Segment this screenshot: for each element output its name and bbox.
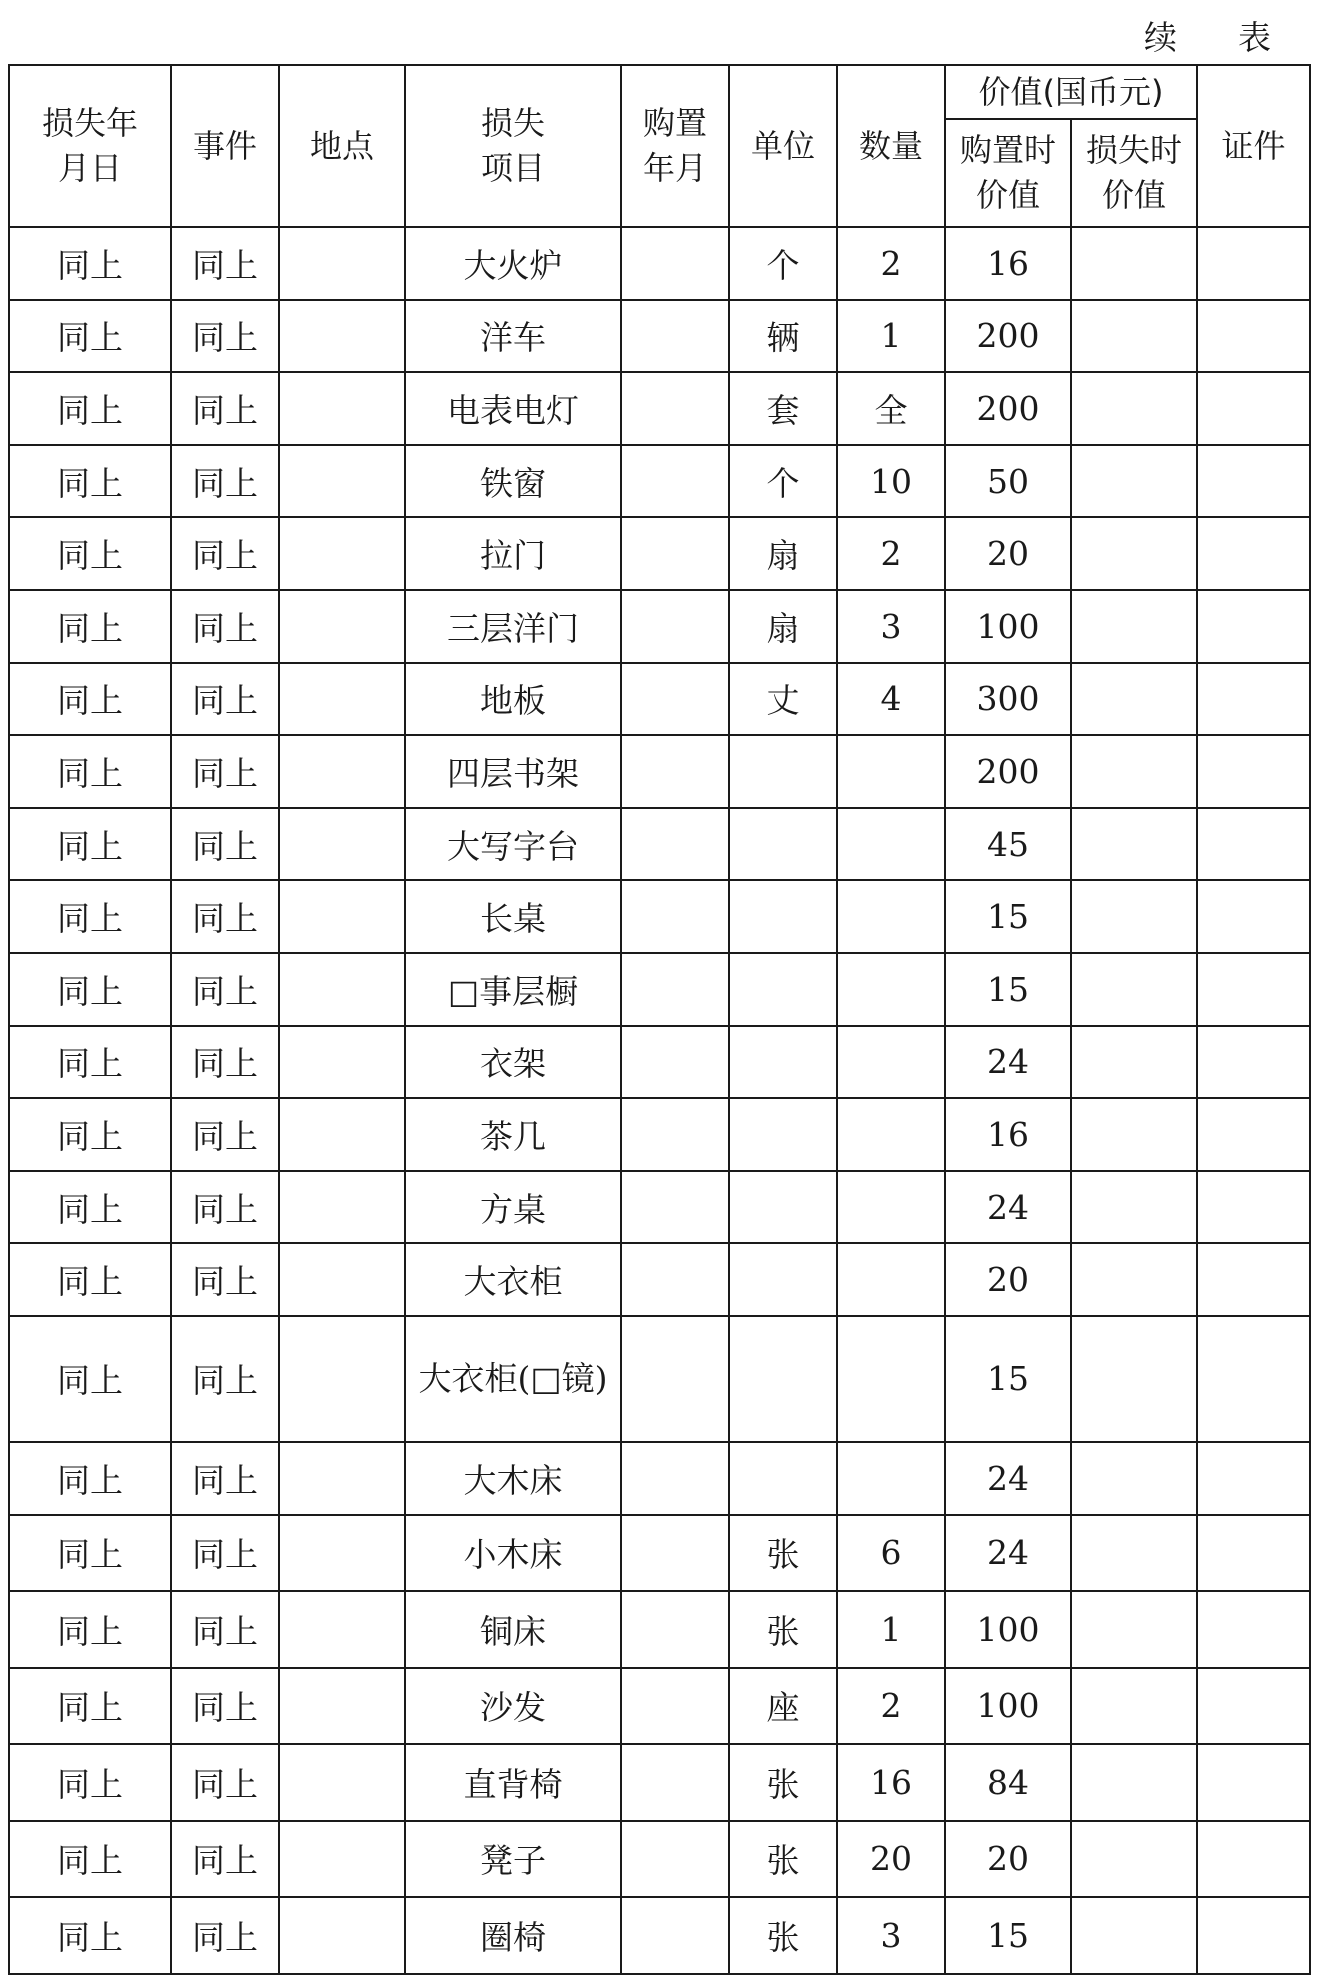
- cell-loss-value: [1071, 1515, 1197, 1592]
- table-row: [9, 227, 1310, 300]
- cell-purchase-date: [621, 1243, 729, 1316]
- cell-purchase-value: 24: [945, 1442, 1071, 1515]
- cell-purchase-date: [621, 227, 729, 300]
- cell-certificate: [1197, 590, 1310, 663]
- cell-unit: [729, 1026, 837, 1099]
- cell-loss-value: [1071, 1821, 1197, 1898]
- cell-event: 同上: [171, 1316, 279, 1442]
- cell-location: [279, 1897, 405, 1974]
- cell-loss-value: [1071, 1098, 1197, 1171]
- table-row: [9, 517, 1310, 590]
- cell-certificate: [1197, 1171, 1310, 1244]
- cell-purchase-date: [621, 517, 729, 590]
- cell-quantity: 10: [837, 445, 945, 518]
- cell-loss-item: 大衣柜: [405, 1243, 621, 1316]
- cell-loss-date: 同上: [9, 808, 171, 881]
- cell-location: [279, 590, 405, 663]
- header-certificate: 证件: [1197, 65, 1310, 227]
- cell-loss-item: 凳子: [405, 1821, 621, 1898]
- cell-location: [279, 1098, 405, 1171]
- cell-location: [279, 953, 405, 1026]
- cell-unit: [729, 808, 837, 881]
- cell-purchase-value: 20: [945, 1821, 1071, 1898]
- cell-quantity: 3: [837, 590, 945, 663]
- cell-purchase-date: [621, 808, 729, 881]
- cell-unit: 扇: [729, 590, 837, 663]
- cell-event: 同上: [171, 953, 279, 1026]
- cell-purchase-value: 50: [945, 445, 1071, 518]
- cell-quantity: 3: [837, 1897, 945, 1974]
- cell-loss-date: 同上: [9, 1442, 171, 1515]
- cell-event: 同上: [171, 735, 279, 808]
- cell-certificate: [1197, 300, 1310, 373]
- cell-purchase-value: 15: [945, 880, 1071, 953]
- cell-location: [279, 808, 405, 881]
- cell-loss-item: 地板: [405, 663, 621, 736]
- cell-certificate: [1197, 1098, 1310, 1171]
- cell-purchase-date: [621, 1668, 729, 1745]
- table-row: [9, 1098, 1310, 1171]
- cell-location: [279, 735, 405, 808]
- cell-event: 同上: [171, 1897, 279, 1974]
- cell-unit: 座: [729, 1668, 837, 1745]
- cell-unit: [729, 880, 837, 953]
- table-row: [9, 1591, 1310, 1668]
- cell-location: [279, 1515, 405, 1592]
- cell-loss-item: 大火炉: [405, 227, 621, 300]
- cell-event: 同上: [171, 445, 279, 518]
- cell-purchase-value: 15: [945, 1316, 1071, 1442]
- cell-unit: 张: [729, 1897, 837, 1974]
- cell-event: 同上: [171, 300, 279, 373]
- header-loss-value: 损失时价值: [1071, 119, 1197, 227]
- cell-unit: 个: [729, 445, 837, 518]
- cell-loss-date: 同上: [9, 227, 171, 300]
- cell-loss-date: 同上: [9, 735, 171, 808]
- cell-loss-item: □事层橱: [405, 953, 621, 1026]
- cell-event: 同上: [171, 1098, 279, 1171]
- cell-purchase-date: [621, 1316, 729, 1442]
- cell-loss-value: [1071, 1316, 1197, 1442]
- cell-loss-item: 电表电灯: [405, 372, 621, 445]
- cell-purchase-date: [621, 953, 729, 1026]
- cell-purchase-value: 16: [945, 1098, 1071, 1171]
- cell-loss-date: 同上: [9, 1515, 171, 1592]
- header-value-group: 价值(国币元): [945, 65, 1197, 119]
- cell-location: [279, 1243, 405, 1316]
- cell-unit: 张: [729, 1821, 837, 1898]
- table-row: [9, 953, 1310, 1026]
- cell-unit: [729, 1243, 837, 1316]
- table-row: [9, 1897, 1310, 1974]
- cell-unit: [729, 1171, 837, 1244]
- cell-loss-item: 小木床: [405, 1515, 621, 1592]
- cell-quantity: 4: [837, 663, 945, 736]
- table-row: [9, 1515, 1310, 1592]
- cell-event: 同上: [171, 1668, 279, 1745]
- cell-quantity: [837, 1098, 945, 1171]
- cell-location: [279, 1316, 405, 1442]
- header-quantity: 数量: [837, 65, 945, 227]
- cell-loss-date: 同上: [9, 1591, 171, 1668]
- cell-quantity: 20: [837, 1821, 945, 1898]
- cell-loss-value: [1071, 953, 1197, 1026]
- cell-purchase-date: [621, 590, 729, 663]
- table-row: [9, 1171, 1310, 1244]
- cell-loss-value: [1071, 1744, 1197, 1821]
- cell-purchase-value: 20: [945, 517, 1071, 590]
- cell-location: [279, 663, 405, 736]
- cell-unit: 张: [729, 1515, 837, 1592]
- cell-loss-date: 同上: [9, 590, 171, 663]
- cell-certificate: [1197, 1442, 1310, 1515]
- cell-location: [279, 1821, 405, 1898]
- cell-purchase-value: 100: [945, 1591, 1071, 1668]
- cell-unit: 扇: [729, 517, 837, 590]
- cell-loss-date: 同上: [9, 1316, 171, 1442]
- table-row: [9, 1744, 1310, 1821]
- cell-quantity: 全: [837, 372, 945, 445]
- cell-event: 同上: [171, 517, 279, 590]
- cell-loss-item: 长桌: [405, 880, 621, 953]
- cell-loss-value: [1071, 517, 1197, 590]
- cell-unit: 套: [729, 372, 837, 445]
- cell-loss-date: 同上: [9, 1668, 171, 1745]
- cell-purchase-date: [621, 445, 729, 518]
- cell-loss-date: 同上: [9, 517, 171, 590]
- cell-loss-value: [1071, 735, 1197, 808]
- table-row: [9, 1821, 1310, 1898]
- cell-certificate: [1197, 880, 1310, 953]
- cell-purchase-date: [621, 735, 729, 808]
- cell-certificate: [1197, 1821, 1310, 1898]
- cell-purchase-date: [621, 1897, 729, 1974]
- header-event: 事件: [171, 65, 279, 227]
- table-row: [9, 1026, 1310, 1099]
- header-loss-item: 损失项目: [405, 65, 621, 227]
- cell-quantity: 6: [837, 1515, 945, 1592]
- cell-quantity: 2: [837, 227, 945, 300]
- header-purchase-value: 购置时价值: [945, 119, 1071, 227]
- cell-purchase-date: [621, 1442, 729, 1515]
- cell-loss-date: 同上: [9, 1821, 171, 1898]
- cell-quantity: 1: [837, 300, 945, 373]
- cell-loss-value: [1071, 1668, 1197, 1745]
- cell-purchase-value: 24: [945, 1026, 1071, 1099]
- cell-loss-value: [1071, 227, 1197, 300]
- cell-unit: 张: [729, 1591, 837, 1668]
- cell-loss-item: 直背椅: [405, 1744, 621, 1821]
- cell-location: [279, 445, 405, 518]
- cell-purchase-value: 45: [945, 808, 1071, 881]
- cell-quantity: [837, 953, 945, 1026]
- cell-certificate: [1197, 1026, 1310, 1099]
- cell-loss-date: 同上: [9, 1243, 171, 1316]
- cell-purchase-date: [621, 1098, 729, 1171]
- cell-unit: [729, 1316, 837, 1442]
- cell-quantity: 16: [837, 1744, 945, 1821]
- header-loss-date: 损失年月日: [9, 65, 171, 227]
- cell-certificate: [1197, 735, 1310, 808]
- cell-loss-date: 同上: [9, 1098, 171, 1171]
- cell-purchase-date: [621, 1171, 729, 1244]
- cell-purchase-value: 100: [945, 590, 1071, 663]
- cell-loss-item: 圈椅: [405, 1897, 621, 1974]
- cell-loss-value: [1071, 1026, 1197, 1099]
- cell-loss-item: 三层洋门: [405, 590, 621, 663]
- cell-loss-value: [1071, 445, 1197, 518]
- cell-purchase-date: [621, 1515, 729, 1592]
- cell-purchase-date: [621, 880, 729, 953]
- cell-quantity: [837, 1243, 945, 1316]
- cell-event: 同上: [171, 1026, 279, 1099]
- table-row: [9, 300, 1310, 373]
- cell-event: 同上: [171, 663, 279, 736]
- cell-purchase-date: [621, 663, 729, 736]
- cell-quantity: 2: [837, 517, 945, 590]
- cell-purchase-value: 300: [945, 663, 1071, 736]
- table-row: [9, 1243, 1310, 1316]
- cell-loss-value: [1071, 300, 1197, 373]
- cell-loss-value: [1071, 808, 1197, 881]
- cell-purchase-date: [621, 372, 729, 445]
- cell-loss-value: [1071, 1591, 1197, 1668]
- cell-purchase-value: 200: [945, 372, 1071, 445]
- table-row: [9, 1442, 1310, 1515]
- cell-unit: 个: [729, 227, 837, 300]
- cell-event: 同上: [171, 1591, 279, 1668]
- cell-certificate: [1197, 808, 1310, 881]
- cell-purchase-value: 15: [945, 1897, 1071, 1974]
- cell-loss-value: [1071, 880, 1197, 953]
- cell-event: 同上: [171, 1744, 279, 1821]
- cell-quantity: [837, 1442, 945, 1515]
- cell-unit: 张: [729, 1744, 837, 1821]
- table-header: [9, 65, 1310, 227]
- cell-purchase-value: 15: [945, 953, 1071, 1026]
- cell-quantity: [837, 880, 945, 953]
- cell-quantity: 1: [837, 1591, 945, 1668]
- cell-quantity: [837, 808, 945, 881]
- cell-loss-date: 同上: [9, 953, 171, 1026]
- table-row: [9, 590, 1310, 663]
- cell-certificate: [1197, 663, 1310, 736]
- cell-unit: [729, 1098, 837, 1171]
- cell-loss-item: 大写字台: [405, 808, 621, 881]
- table-row: [9, 735, 1310, 808]
- cell-certificate: [1197, 1668, 1310, 1745]
- header-unit: 单位: [729, 65, 837, 227]
- cell-loss-date: 同上: [9, 445, 171, 518]
- cell-location: [279, 372, 405, 445]
- cell-loss-value: [1071, 663, 1197, 736]
- table-row: [9, 445, 1310, 518]
- cell-loss-item: 沙发: [405, 1668, 621, 1745]
- cell-certificate: [1197, 517, 1310, 590]
- cell-loss-item: 拉门: [405, 517, 621, 590]
- cell-loss-item: 衣架: [405, 1026, 621, 1099]
- cell-event: 同上: [171, 1515, 279, 1592]
- cell-loss-value: [1071, 590, 1197, 663]
- cell-event: 同上: [171, 1171, 279, 1244]
- cell-certificate: [1197, 372, 1310, 445]
- cell-certificate: [1197, 1515, 1310, 1592]
- cell-loss-value: [1071, 1442, 1197, 1515]
- table-row: [9, 1316, 1310, 1442]
- cell-location: [279, 300, 405, 373]
- cell-loss-item: 茶几: [405, 1098, 621, 1171]
- cell-loss-date: 同上: [9, 1897, 171, 1974]
- cell-loss-date: 同上: [9, 880, 171, 953]
- cell-loss-value: [1071, 1897, 1197, 1974]
- cell-loss-value: [1071, 1171, 1197, 1244]
- cell-purchase-date: [621, 1821, 729, 1898]
- cell-unit: [729, 735, 837, 808]
- cell-certificate: [1197, 445, 1310, 518]
- cell-location: [279, 1026, 405, 1099]
- cell-certificate: [1197, 1591, 1310, 1668]
- table-row: [9, 663, 1310, 736]
- cell-quantity: [837, 1171, 945, 1244]
- cell-purchase-value: 24: [945, 1171, 1071, 1244]
- cell-location: [279, 880, 405, 953]
- cell-event: 同上: [171, 1821, 279, 1898]
- cell-event: 同上: [171, 590, 279, 663]
- cell-quantity: [837, 1026, 945, 1099]
- cell-loss-item: 铜床: [405, 1591, 621, 1668]
- cell-purchase-value: 24: [945, 1515, 1071, 1592]
- cell-loss-date: 同上: [9, 1026, 171, 1099]
- cell-purchase-value: 84: [945, 1744, 1071, 1821]
- cell-purchase-value: 20: [945, 1243, 1071, 1316]
- cell-loss-item: 方桌: [405, 1171, 621, 1244]
- cell-event: 同上: [171, 227, 279, 300]
- cell-event: 同上: [171, 372, 279, 445]
- cell-event: 同上: [171, 1243, 279, 1316]
- cell-quantity: [837, 1316, 945, 1442]
- cell-certificate: [1197, 1897, 1310, 1974]
- cell-event: 同上: [171, 808, 279, 881]
- cell-certificate: [1197, 953, 1310, 1026]
- cell-loss-item: 铁窗: [405, 445, 621, 518]
- cell-unit: [729, 1442, 837, 1515]
- cell-purchase-date: [621, 1744, 729, 1821]
- cell-loss-date: 同上: [9, 663, 171, 736]
- cell-loss-date: 同上: [9, 372, 171, 445]
- cell-location: [279, 1668, 405, 1745]
- header-purchase-date: 购置年月: [621, 65, 729, 227]
- cell-purchase-value: 100: [945, 1668, 1071, 1745]
- table-body: [9, 227, 1310, 1974]
- cell-event: 同上: [171, 880, 279, 953]
- cell-loss-date: 同上: [9, 1744, 171, 1821]
- table-row: [9, 1668, 1310, 1745]
- cell-unit: 丈: [729, 663, 837, 736]
- cell-loss-date: 同上: [9, 300, 171, 373]
- cell-purchase-date: [621, 300, 729, 373]
- cell-event: 同上: [171, 1442, 279, 1515]
- cell-certificate: [1197, 1316, 1310, 1442]
- cell-location: [279, 1591, 405, 1668]
- cell-purchase-value: 200: [945, 300, 1071, 373]
- loss-table: [8, 64, 1311, 1975]
- cell-loss-item: 大衣柜(□镜): [405, 1316, 621, 1442]
- cell-purchase-value: 200: [945, 735, 1071, 808]
- continued-label: 续 表: [1144, 18, 1285, 57]
- cell-location: [279, 1171, 405, 1244]
- cell-certificate: [1197, 1744, 1310, 1821]
- cell-location: [279, 517, 405, 590]
- cell-loss-value: [1071, 372, 1197, 445]
- cell-quantity: [837, 735, 945, 808]
- table-row: [9, 372, 1310, 445]
- cell-loss-item: 四层书架: [405, 735, 621, 808]
- cell-loss-item: 大木床: [405, 1442, 621, 1515]
- cell-purchase-value: 16: [945, 227, 1071, 300]
- cell-purchase-date: [621, 1026, 729, 1099]
- cell-location: [279, 1442, 405, 1515]
- header-location: 地点: [279, 65, 405, 227]
- cell-loss-item: 洋车: [405, 300, 621, 373]
- cell-loss-date: 同上: [9, 1171, 171, 1244]
- cell-quantity: 2: [837, 1668, 945, 1745]
- cell-loss-value: [1071, 1243, 1197, 1316]
- cell-certificate: [1197, 227, 1310, 300]
- cell-purchase-date: [621, 1591, 729, 1668]
- cell-location: [279, 227, 405, 300]
- cell-certificate: [1197, 1243, 1310, 1316]
- cell-unit: 辆: [729, 300, 837, 373]
- cell-location: [279, 1744, 405, 1821]
- cell-unit: [729, 953, 837, 1026]
- table-row: [9, 880, 1310, 953]
- table-row: [9, 808, 1310, 881]
